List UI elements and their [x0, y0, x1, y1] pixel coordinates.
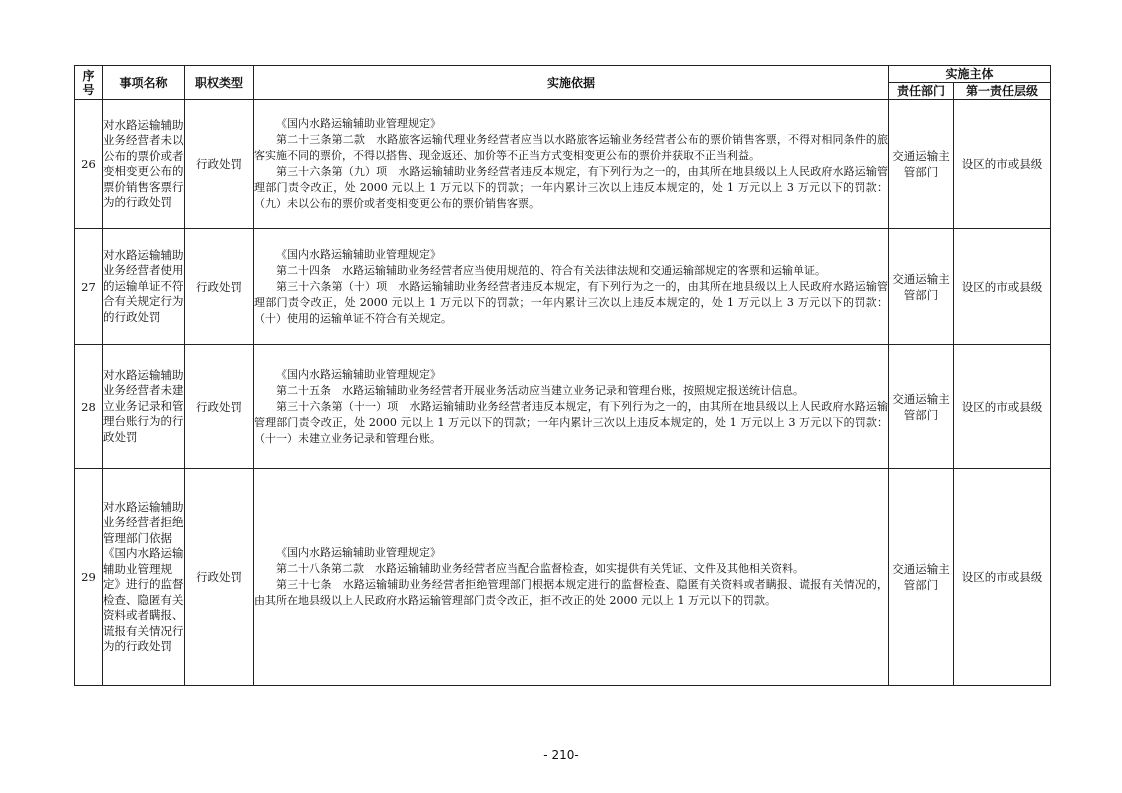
header-basis: 实施依据: [254, 66, 889, 100]
header-name: 事项名称: [103, 66, 185, 100]
item-name: 对水路运输辅助业务经营者未以公布的票价或者变相变更公布的票价销售客票行为的行政处罚: [103, 100, 185, 229]
header-dept: 责任部门: [889, 83, 954, 100]
row-index: 27: [75, 229, 103, 345]
responsible-dept: 交通运输主管部门: [889, 469, 954, 686]
item-name: 对水路运输辅助业务经营者使用的运输单证不符合有关规定行为的行政处罚: [103, 229, 185, 345]
authority-type: 行政处罚: [185, 469, 254, 686]
basis-clause: 第三十七条 水路运输辅助业务经营者拒绝管理部门根据本规定进行的监督检查、隐匿有关资料或者瞒报、谎报有关情况的，由其所在地县级以上人民政府水路运输管理部门责令改正，拒不改正的处 2000 元以上 1 万元以下的罚款。: [254, 578, 888, 607]
responsible-level: 设区的市或县级: [954, 100, 1051, 229]
responsible-dept: 交通运输主管部门: [889, 229, 954, 345]
basis-document: 《国内水路运输辅助业管理规定》: [276, 367, 441, 381]
basis-clause: 第二十三条第二款 水路旅客运输代理业务经营者应当以水路旅客运输业务经营者公布的票价销售客票，不得对相同条件的旅客实施不同的票价，不得以搭售、现金返还、加价等不正当方式变相变更公布的票价并获取不正当利益。: [254, 133, 888, 162]
basis-clause: 第二十八条第二款 水路运输辅助业务经营者应当配合监督检查，如实提供有关凭证、文件及其他相关资料。: [276, 562, 804, 575]
row-index: 28: [75, 345, 103, 469]
table-row: [75, 229, 1051, 345]
responsible-level: 设区的市或县级: [954, 345, 1051, 469]
responsible-dept: 交通运输主管部门: [889, 345, 954, 469]
legal-basis: [254, 100, 889, 229]
authority-type: 行政处罚: [185, 345, 254, 469]
authority-table: [74, 65, 1051, 686]
item-name: 对水路运输辅助业务经营者未建立业务记录和管理台账行为的行政处罚: [103, 345, 185, 469]
responsible-level: 设区的市或县级: [954, 469, 1051, 686]
basis-clause: 第三十六条第（十一）项 水路运输辅助业务经营者违反本规定，有下列行为之一的，由其所在地县级以上人民政府水路运输管理部门责令改正，处 2000 元以上 1 万元以下的罚款；一年内累计三次以上违反本规定的，处 1 万元以上 3 万元以下的罚款：（十一）未建立业务记录和管理台账。: [254, 399, 888, 445]
row-index: 26: [75, 100, 103, 229]
page-number: - 210-: [543, 748, 579, 762]
header-index: 序号: [75, 66, 103, 100]
legal-basis: [254, 345, 889, 469]
table-row: [75, 469, 1051, 686]
legal-basis: [254, 229, 889, 345]
basis-clause: 第二十四条 水路运输辅助业务经营者应当使用规范的、符合有关法律法规和交通运输部规定的客票和运输单证。: [276, 263, 826, 277]
header-level: 第一责任层级: [954, 83, 1051, 100]
basis-document: 《国内水路运输辅助业管理规定》: [276, 117, 441, 130]
responsible-dept: 交通运输主管部门: [889, 100, 954, 229]
legal-basis: [254, 469, 889, 686]
header-row-1: [75, 66, 1051, 83]
basis-clause: 第二十五条 水路运输辅助业务经营者开展业务活动应当建立业务记录和管理台账，按照规定报送统计信息。: [276, 383, 804, 397]
header-subject: 实施主体: [889, 66, 1051, 83]
basis-document: 《国内水路运输辅助业管理规定》: [276, 546, 441, 559]
table-row: [75, 100, 1051, 229]
responsible-level: 设区的市或县级: [954, 229, 1051, 345]
basis-clause: 第三十六条第（十）项 水路运输辅助业务经营者违反本规定，有下列行为之一的，由其所在地县级以上人民政府水路运输管理部门责令改正，处 2000 元以上 1 万元以下的罚款；一年内累计三次以上违反本规定的，处 1 万元以上 3 万元以下的罚款：（十）使用的运输单证不符合有关规定。: [254, 279, 888, 325]
authority-type: 行政处罚: [185, 100, 254, 229]
basis-document: 《国内水路运输辅助业管理规定》: [276, 247, 441, 261]
header-type: 职权类型: [185, 66, 254, 100]
table-row: [75, 345, 1051, 469]
authority-type: 行政处罚: [185, 229, 254, 345]
item-name: 对水路运输辅助业务经营者拒绝管理部门依据《国内水路运输辅助业管理规定》进行的监督检查、隐匿有关资料或者瞒报、谎报有关情况行为的行政处罚: [103, 469, 185, 686]
row-index: 29: [75, 469, 103, 686]
basis-clause: 第三十六条第（九）项 水路运输辅助业务经营者违反本规定，有下列行为之一的，由其所在地县级以上人民政府水路运输管理部门责令改正，处 2000 元以上 1 万元以下的罚款；一年内累计三次以上违反本规定的，处 1 万元以上 3 万元以下的罚款：（九）未以公布的票价或者变相变更公布的票价销售客票。: [254, 165, 888, 210]
